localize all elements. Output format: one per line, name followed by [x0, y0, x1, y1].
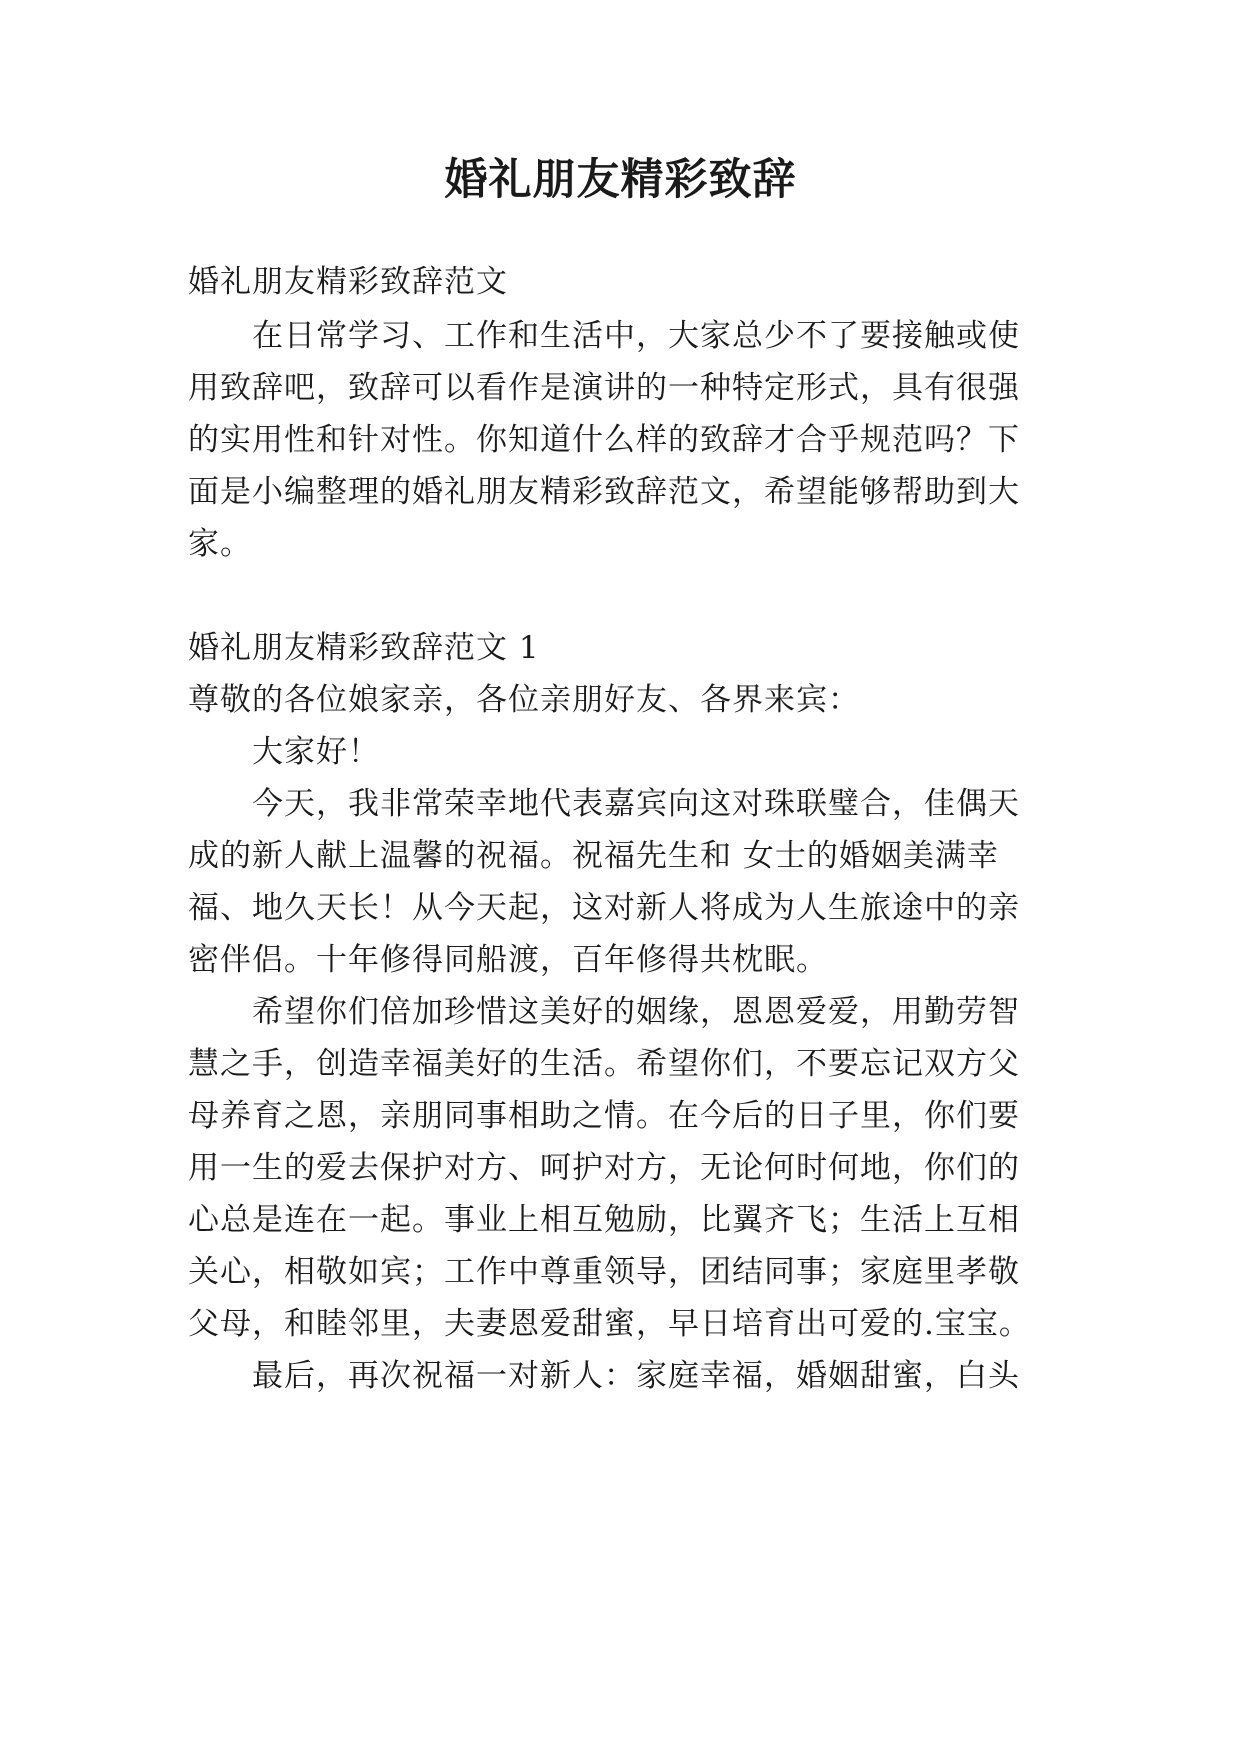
- para2-line: 希望你们倍加珍惜这美好的姻缘，恩恩爱爱，用勤劳智: [252, 994, 1020, 1030]
- para1-line: 成的新人献上温馨的祝福。祝福先生和 女士的婚姻美满幸: [188, 838, 999, 874]
- intro-line: 在日常学习、工作和生活中，大家总少不了要接触或使: [252, 318, 1020, 354]
- para2-line: 母养育之恩，亲朋同事相助之情。在今后的日子里，你们要: [188, 1098, 1020, 1134]
- para2-line: 用一生的爱去保护对方、呵护对方，无论何时何地，你们的: [188, 1150, 1020, 1186]
- salutation: 尊敬的各位娘家亲，各位亲朋好友、各界来宾：: [188, 682, 860, 718]
- intro-line: 用致辞吧，致辞可以看作是演讲的一种特定形式，具有很强: [188, 370, 1020, 406]
- para1-line: 福、地久天长！从今天起，这对新人将成为人生旅途中的亲: [188, 890, 1020, 926]
- para1-line: 今天，我非常荣幸地代表嘉宾向这对珠联璧合，佳偶天: [252, 786, 1020, 822]
- document-title: 婚礼朋友精彩致辞: [444, 155, 797, 205]
- intro-heading: 婚礼朋友精彩致辞范文: [188, 264, 508, 300]
- section1-heading: 婚礼朋友精彩致辞范文 1: [188, 630, 540, 666]
- para2-line: 心总是连在一起。事业上相互勉励，比翼齐飞；生活上互相: [188, 1202, 1020, 1238]
- para2-line: 关心，相敬如宾；工作中尊重领导，团结同事；家庭里孝敬: [188, 1254, 1020, 1290]
- intro-line: 的实用性和针对性。你知道什么样的致辞才合乎规范吗？下: [188, 422, 1020, 458]
- intro-line: 家。: [188, 526, 252, 562]
- para3-line: 最后，再次祝福一对新人：家庭幸福，婚姻甜蜜，白头: [252, 1358, 1020, 1394]
- para2-line: 慧之手，创造幸福美好的生活。希望你们，不要忘记双方父: [188, 1046, 1020, 1082]
- greeting: 大家好！: [252, 734, 380, 770]
- intro-line: 面是小编整理的婚礼朋友精彩致辞范文，希望能够帮助到大: [188, 474, 1020, 510]
- para2-line: 父母，和睦邻里，夫妻恩爱甜蜜，早日培育出可爱的.宝宝。: [188, 1306, 1031, 1342]
- para1-line: 密伴侣。十年修得同船渡，百年修得共枕眠。: [188, 942, 828, 978]
